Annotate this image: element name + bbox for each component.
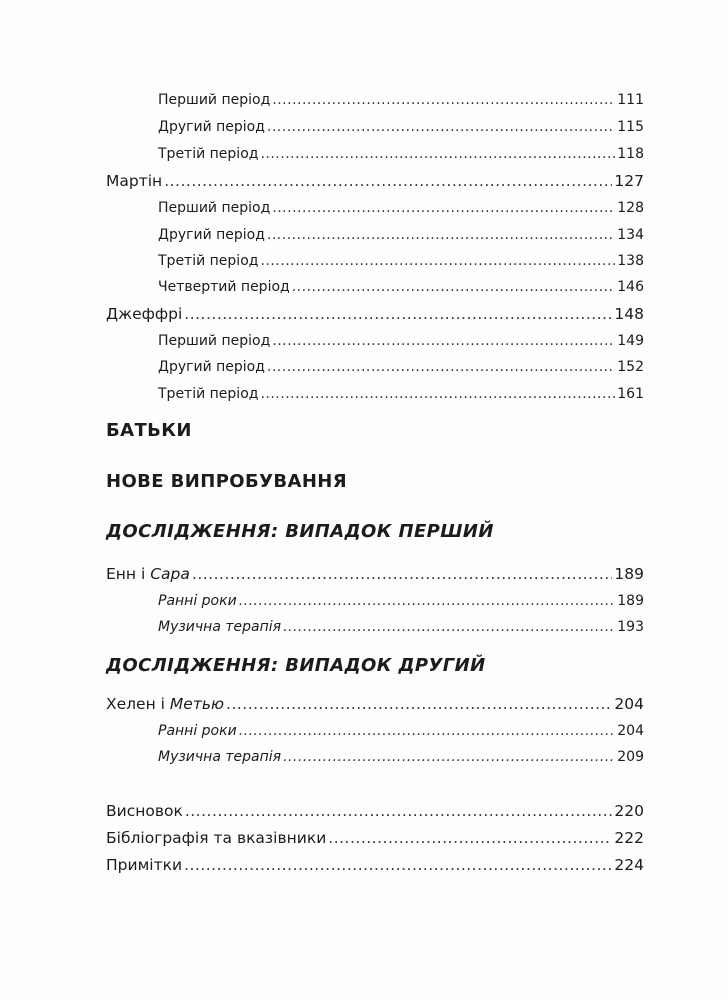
toc-entry-page: 118 [617,146,644,162]
dot-leader [283,747,615,767]
toc-entry-label: Примітки [106,856,183,874]
section-heading-case-one[interactable]: ДОСЛІДЖЕННЯ: ВИПАДОК ПЕРШИЙ [106,521,494,542]
toc-entry-page: 128 [617,200,644,216]
section-heading-parents[interactable]: БАТЬКИ [106,420,192,441]
toc-entry-page: 189 [614,565,644,583]
toc-entry-page: 148 [614,305,644,323]
toc-entry-label: Третій період [158,146,259,162]
toc-entry-page: 146 [617,279,644,295]
dot-leader [226,694,612,714]
toc-entry-label: Ранні роки [158,593,237,609]
toc-entry[interactable] [158,117,644,137]
dot-leader [185,801,613,821]
toc-entry-label: Перший період [158,92,271,108]
dot-leader [184,304,612,324]
dot-leader [260,251,615,271]
toc-entry-page: 224 [614,856,644,874]
toc-entry-page: 204 [617,723,644,739]
dot-leader [272,198,615,218]
toc-entry-label: Другий період [158,359,265,375]
toc-entry-page: 209 [617,749,644,765]
toc-entry-label: Висновок [106,802,183,820]
dot-leader [260,384,615,404]
toc-entry-label: Музична терапія [158,619,282,635]
label-prefix: Енн і [106,565,151,583]
toc-entry[interactable] [158,331,644,351]
toc-entry-bibliography[interactable] [106,828,644,848]
dot-leader [267,117,615,137]
toc-entry[interactable] [158,198,644,218]
toc-entry[interactable] [158,384,644,404]
dot-leader [272,90,615,110]
toc-entry-helen-matthew[interactable] [106,694,644,714]
dot-leader [260,144,615,164]
dot-leader [239,721,616,741]
label-italic: Метью [169,695,225,713]
dot-leader [328,828,612,848]
label-prefix: Хелен і [106,695,170,713]
toc-entry-label: Другий період [158,119,265,135]
toc-entry[interactable] [158,591,644,611]
section-heading-case-two[interactable]: ДОСЛІДЖЕННЯ: ВИПАДОК ДРУГИЙ [106,655,486,676]
toc-entry-label: Музична терапія [158,749,282,765]
toc-entry-page: 193 [617,619,644,635]
toc-entry-jeffrey[interactable] [106,304,644,324]
toc-entry[interactable] [158,251,644,271]
toc-entry-page: 115 [617,119,644,135]
toc-entry[interactable] [158,357,644,377]
toc-entry[interactable] [158,747,644,767]
toc-entry-page: 222 [614,829,644,847]
toc-entry[interactable] [158,225,644,245]
toc-entry-label: Ранні роки [158,723,237,739]
toc-entry[interactable] [158,617,644,637]
toc-entry-page: 149 [617,333,644,349]
dot-leader [292,277,616,297]
toc-entry-page: 111 [617,92,644,108]
dot-leader [164,171,612,191]
dot-leader [184,855,612,875]
toc-entry-page: 189 [617,593,644,609]
toc-entry-martin[interactable] [106,171,644,191]
toc-entry-page: 204 [614,695,644,713]
dot-leader [239,591,616,611]
toc-entry[interactable] [158,277,644,297]
toc-entry-page: 161 [617,386,644,402]
toc-entry-page: 152 [617,359,644,375]
toc-entry[interactable] [158,144,644,164]
toc-entry-label [106,694,224,714]
toc-entry-label: Джеффрі [106,305,183,323]
toc-entry-label: Третій період [158,386,259,402]
dot-leader [267,357,615,377]
dot-leader [272,331,615,351]
toc-entry-page: 138 [617,253,644,269]
dot-leader [283,617,615,637]
toc-entry-page: 127 [614,172,644,190]
dot-leader [267,225,615,245]
toc-entry-label: Третій період [158,253,259,269]
dot-leader [192,564,613,584]
toc-entry-page: 220 [614,802,644,820]
toc-entry-label: Перший період [158,200,271,216]
section-heading-new-trial[interactable]: НОВЕ ВИПРОБУВАННЯ [106,471,348,492]
toc-entry-label: Перший період [158,333,271,349]
toc-entry-ann-sara[interactable] [106,564,644,584]
toc-entry[interactable] [158,90,644,110]
toc-entry-page: 134 [617,227,644,243]
toc-entry-label: Четвертий період [158,279,290,295]
toc-entry-conclusion[interactable] [106,801,644,821]
toc-entry-label: Мартін [106,172,163,190]
toc-entry[interactable] [158,721,644,741]
toc-entry-label: Бібліографія та вказівники [106,829,327,847]
toc-entry-notes[interactable] [106,855,644,875]
toc-entry-label [106,564,190,584]
label-italic: Сара [150,565,190,583]
toc-entry-label: Другий період [158,227,265,243]
